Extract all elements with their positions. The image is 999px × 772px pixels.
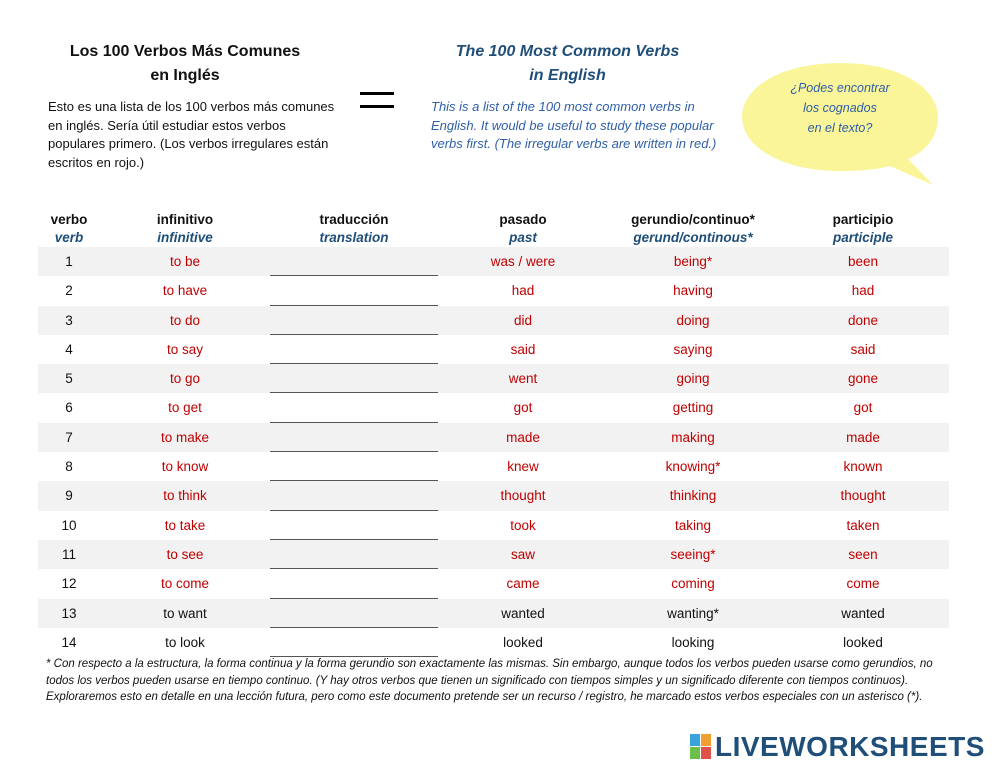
table-row: [38, 335, 949, 364]
translation-blank[interactable]: [270, 423, 438, 452]
verb-number: 4: [65, 341, 73, 357]
header-traduccion: traducción: [319, 212, 389, 227]
past-cell: said: [510, 341, 536, 357]
participle-cell: had: [851, 283, 875, 299]
description-spanish: Esto es una lista de los 100 verbos más comunes en inglés. Sería útil estudiar estos verbos populares primero. (Los verbos irregulares están escritos en rojo.): [48, 99, 335, 170]
translation-blank[interactable]: [270, 335, 438, 364]
table-row: [38, 364, 949, 393]
participle-cell: known: [843, 459, 883, 475]
past-cell: looked: [503, 634, 543, 650]
verb-number: 14: [61, 634, 77, 650]
translation-blank[interactable]: [270, 481, 438, 510]
infinitive-cell: to see: [166, 546, 204, 562]
verb-number: 1: [65, 254, 73, 269]
participle-cell: said: [850, 341, 876, 357]
equals-sign: [360, 92, 394, 118]
verb-number: 2: [65, 283, 73, 299]
infinitive-cell: to know: [161, 459, 209, 475]
logo-wordmark: LIVEWORKSHEETS: [715, 731, 985, 762]
title-english-line2: in English: [529, 67, 606, 84]
gerund-cell: saying: [673, 341, 713, 357]
gerund-cell: going: [676, 371, 710, 387]
verb-number: 6: [65, 400, 73, 416]
infinitive-cell: to be: [169, 254, 201, 269]
verb-number: 9: [65, 488, 73, 504]
past-cell: made: [506, 429, 540, 445]
verb-number: 5: [65, 371, 73, 387]
infinitive-cell: to have: [162, 283, 208, 299]
participle-cell: come: [846, 576, 880, 592]
description-english: This is a list of the 100 most common verbs in English. It would be useful to study these popular verbs first. (The irregular verbs are written in red.): [431, 99, 717, 151]
translation-blank[interactable]: [270, 452, 438, 481]
participle-cell: been: [847, 254, 879, 269]
liveworksheets-logo[interactable]: [690, 732, 985, 762]
header-verbo: verbo: [50, 212, 88, 227]
verb-table: [38, 247, 949, 657]
verb-number: 3: [65, 312, 73, 328]
participle-cell: thought: [840, 488, 886, 504]
translation-blank[interactable]: [270, 393, 438, 422]
participle-cell: taken: [846, 517, 880, 533]
title-english-line1: The 100 Most Common Verbs: [455, 43, 680, 60]
table-row: [38, 423, 949, 452]
bubble-line2: los cognados: [803, 101, 877, 115]
header-infinitive: infinitive: [157, 230, 213, 245]
gerund-cell: making: [671, 429, 715, 445]
past-cell: took: [510, 517, 536, 533]
participle-cell: looked: [843, 634, 883, 650]
gerund-cell: looking: [671, 634, 715, 650]
infinitive-cell: to take: [164, 517, 206, 533]
bubble-question: [760, 78, 920, 138]
infinitive-cell: to look: [165, 634, 205, 650]
table-row: [38, 276, 949, 305]
past-cell: went: [508, 371, 538, 387]
table-row: [38, 393, 949, 422]
verb-number: 8: [65, 459, 73, 475]
infinitive-cell: to do: [169, 312, 201, 328]
verb-number: 11: [61, 546, 76, 562]
past-cell: had: [511, 283, 535, 299]
gerund-cell: taking: [674, 517, 712, 533]
title-spanish: [40, 40, 330, 88]
translation-blank[interactable]: [270, 599, 438, 628]
translation-blank[interactable]: [270, 540, 438, 569]
past-cell: saw: [510, 546, 535, 562]
participle-cell: wanted: [841, 605, 885, 621]
past-cell: was / were: [490, 254, 556, 269]
gerund-cell: coming: [671, 576, 715, 592]
header-participle: participle: [832, 230, 894, 245]
past-cell: came: [506, 576, 540, 592]
infinitive-cell: to get: [168, 400, 202, 416]
participle-cell: made: [846, 429, 880, 445]
past-cell: thought: [500, 488, 546, 504]
table-row: [38, 628, 949, 657]
infinitive-cell: to think: [163, 488, 207, 504]
translation-blank[interactable]: [270, 276, 438, 305]
infinitive-cell: to go: [169, 371, 201, 387]
verb-number: 10: [61, 517, 77, 533]
header-infinitivo: infinitivo: [156, 212, 214, 227]
header-verb: verb: [54, 230, 84, 245]
header-pasado: pasado: [499, 212, 547, 227]
verb-number: 7: [65, 429, 73, 445]
past-cell: did: [513, 312, 532, 328]
participle-cell: got: [853, 400, 873, 416]
translation-blank[interactable]: [270, 569, 438, 598]
header-translation: translation: [319, 230, 389, 245]
logo-badge-icon: [690, 734, 712, 760]
participle-cell: gone: [847, 371, 879, 387]
header-participio: participio: [832, 212, 894, 227]
verb-number: 13: [61, 605, 77, 621]
table-row: [38, 306, 949, 335]
infinitive-cell: to come: [160, 576, 210, 592]
footnote: * Con respecto a la estructura, la forma continua y la forma gerundio son exactamente las mismas. Sin embargo, aunque todos los verbos pueden usarse como gerundios, no todos los verbos pueden usarse en tiempo continuo. (Y hay otros verbos que tienen un significado con tiempos simples y un significado diferente con tiempos continuos). Exploraremos esto en detalle en una lección futura, pero como este documento pretende ser un recurso / registro, he marcado estos verbos especiales con un asterisco (*).: [46, 658, 933, 703]
title-spanish-line1: Los 100 Verbos Más Comunes: [69, 43, 301, 60]
header-past: past: [509, 230, 537, 245]
translation-blank[interactable]: [270, 628, 438, 657]
table-row: [38, 569, 949, 598]
past-cell: wanted: [501, 605, 545, 621]
gerund-cell: knowing*: [665, 459, 721, 475]
translation-blank[interactable]: [270, 306, 438, 335]
gerund-cell: having: [673, 283, 713, 299]
gerund-cell: seeing*: [670, 546, 716, 562]
header-gerund: gerund/continous*: [633, 230, 753, 245]
table-row: [38, 599, 949, 628]
title-spanish-line2: en Inglés: [150, 67, 220, 84]
gerund-cell: wanting*: [667, 605, 719, 621]
verb-number: 12: [61, 576, 77, 592]
bubble-line1: ¿Podes encontrar: [790, 81, 890, 95]
gerund-cell: doing: [676, 312, 710, 328]
header-gerundio: gerundio/continuo*: [631, 212, 755, 227]
participle-cell: seen: [848, 546, 878, 562]
bubble-line3: en el texto?: [807, 121, 873, 135]
infinitive-cell: to make: [160, 429, 210, 445]
title-english: [420, 40, 715, 88]
participle-cell: done: [847, 312, 879, 328]
gerund-cell: getting: [672, 400, 714, 416]
gerund-cell: thinking: [669, 488, 717, 504]
table-row: [38, 247, 949, 276]
infinitive-cell: to want: [163, 605, 207, 621]
table-row: [38, 452, 949, 481]
translation-blank[interactable]: [270, 511, 438, 540]
past-cell: knew: [507, 459, 539, 475]
table-row: [38, 511, 949, 540]
table-row: [38, 540, 949, 569]
infinitive-cell: to say: [166, 341, 204, 357]
translation-blank[interactable]: [270, 364, 438, 393]
translation-blank[interactable]: [270, 247, 438, 276]
table-row: [38, 481, 949, 510]
past-cell: got: [513, 400, 533, 416]
gerund-cell: being*: [673, 254, 713, 269]
